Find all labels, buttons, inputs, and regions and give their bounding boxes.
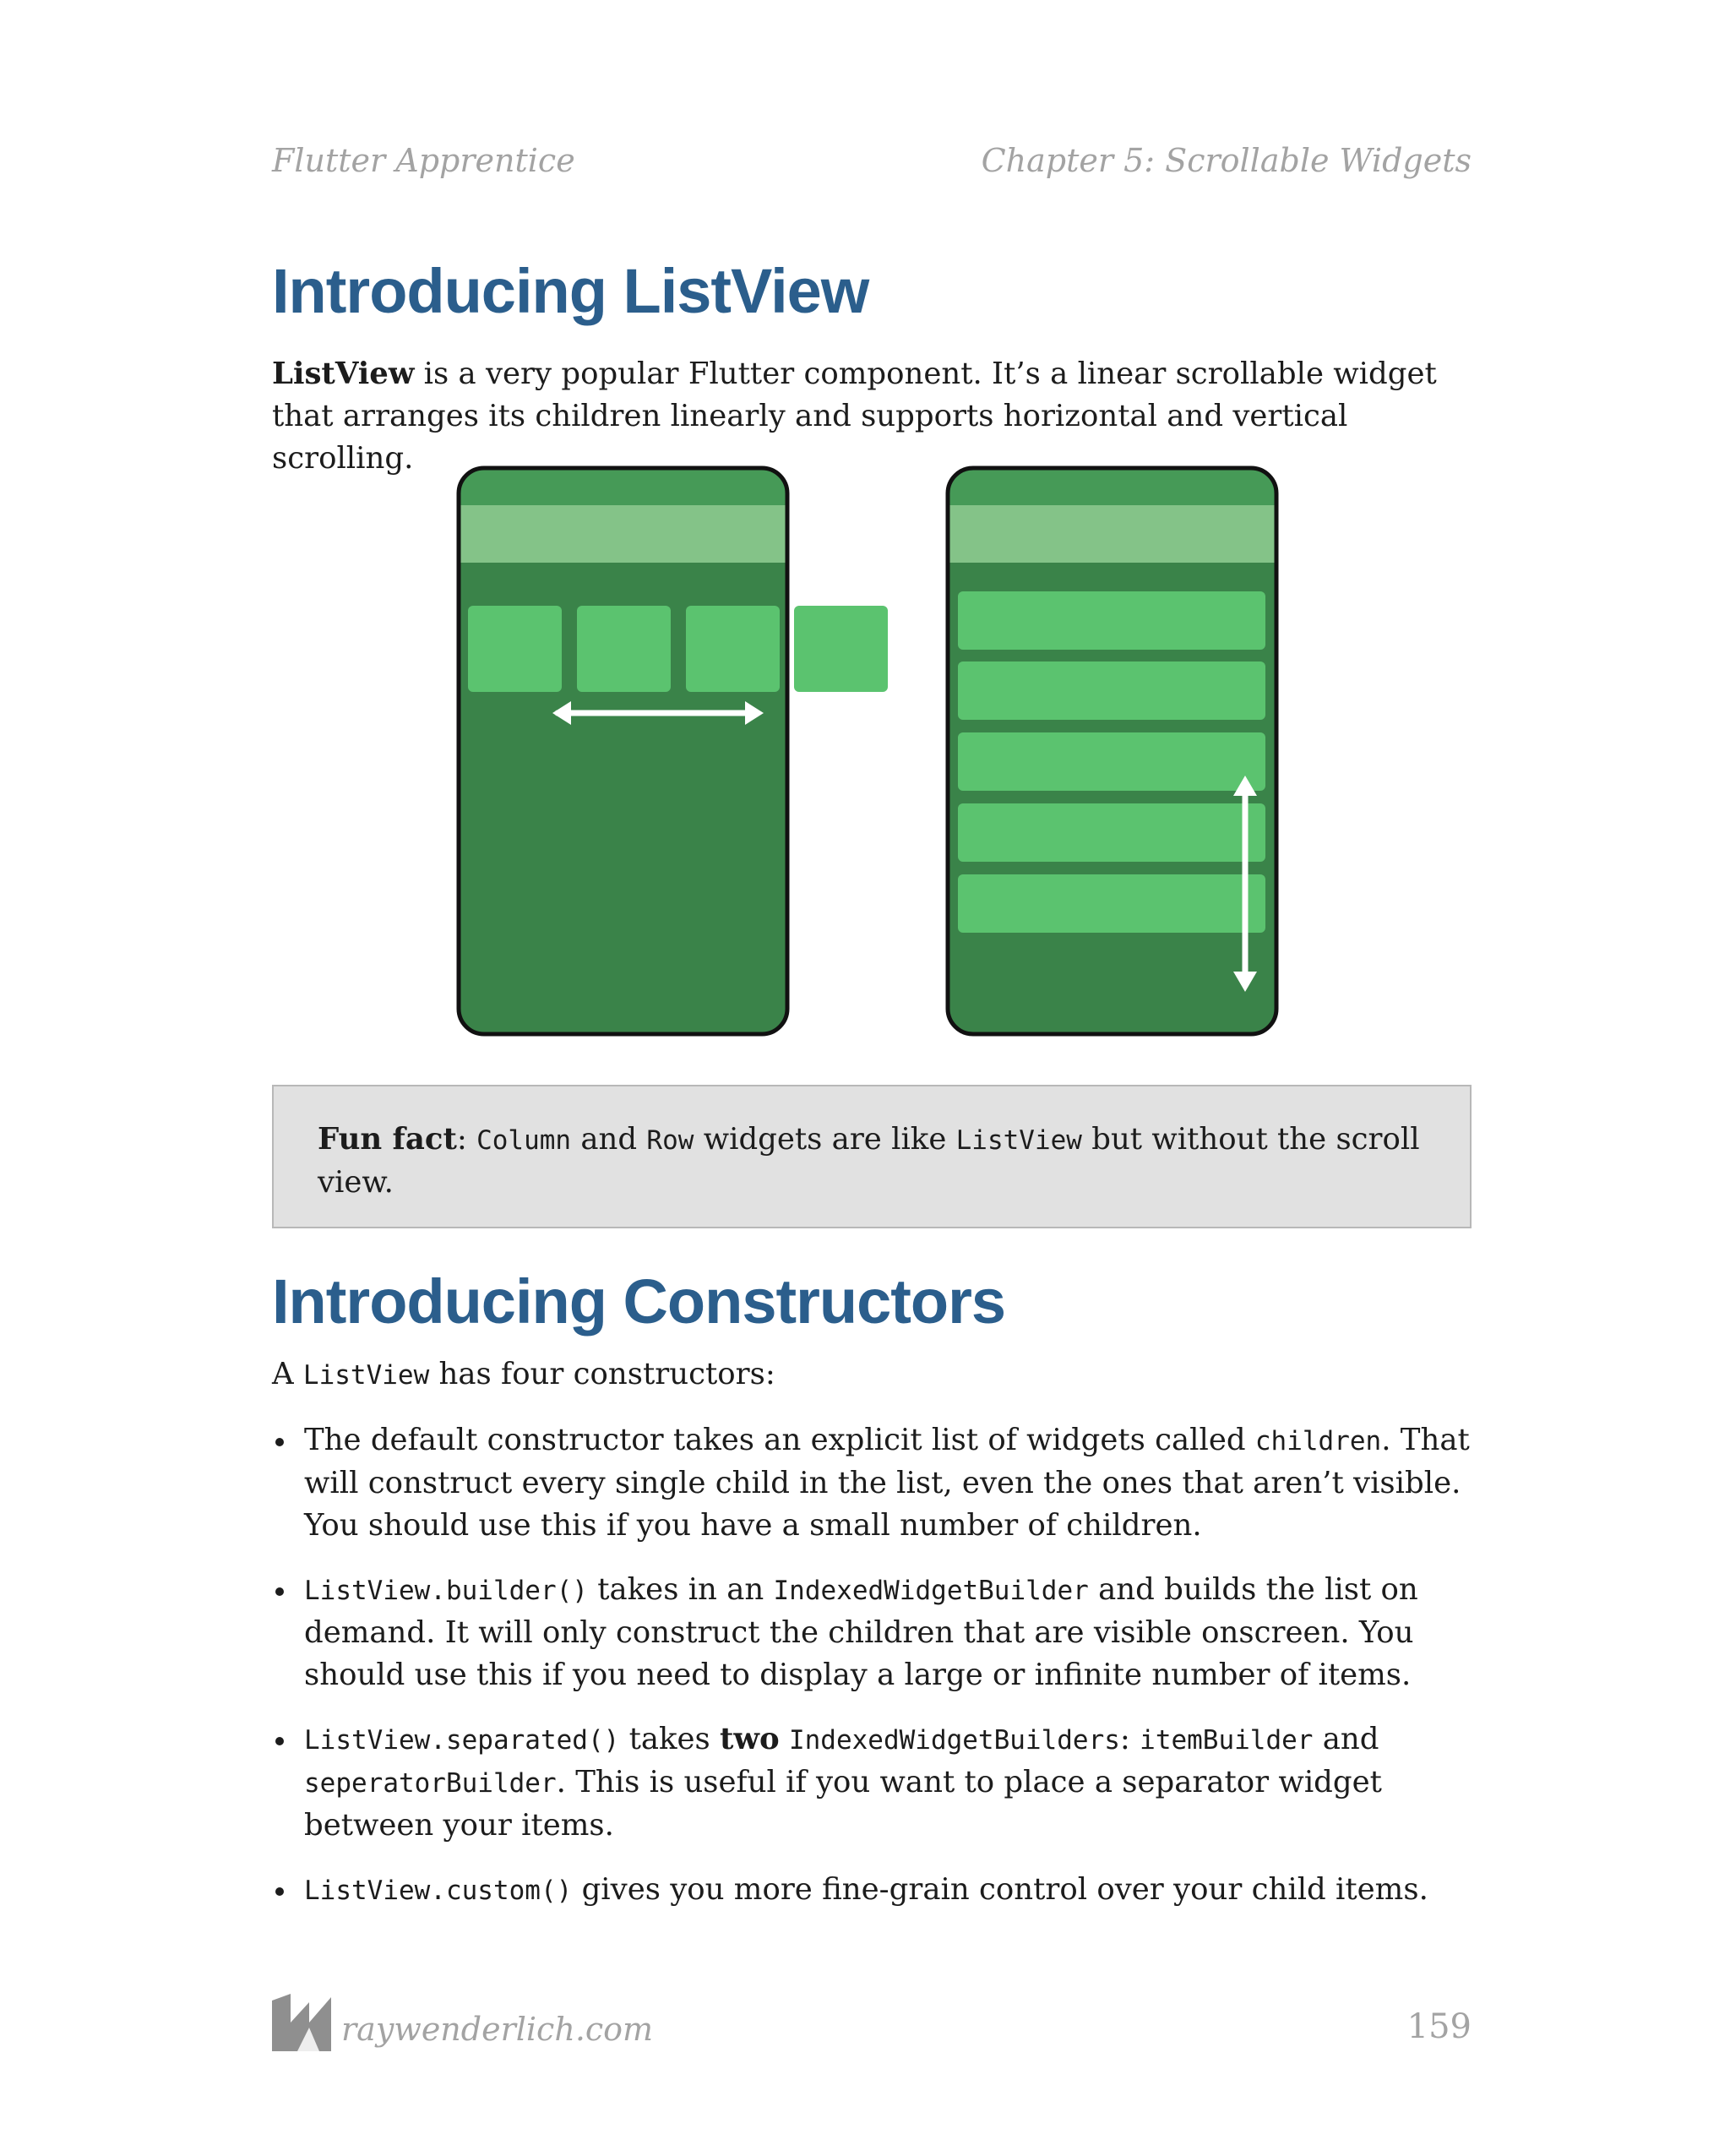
- fun-fact-box: [272, 1085, 1472, 1228]
- fun-fact-colon: :: [456, 1122, 477, 1157]
- bullet-text: gives you more fine-grain control over your child items.: [572, 1872, 1428, 1907]
- code-listview-custom: ListView.custom(): [304, 1876, 573, 1906]
- list-item-builder-constructor: [272, 1569, 1472, 1696]
- bullet-text: . This is useful if you want to place a separator widget between your items.: [304, 1765, 1382, 1843]
- list-item-vertical: [958, 732, 1265, 791]
- list-item-horizontal: [577, 606, 671, 692]
- phone-top-bar: [459, 468, 787, 505]
- intro-prefix: A: [272, 1357, 303, 1391]
- bullet-text: . That will construct every single child in the list, even the ones that aren’t visible. You should use this if you have a small number of children.: [304, 1423, 1470, 1543]
- horizontal-listview-phone: [459, 468, 888, 1034]
- code-listview-builder: ListView.builder(): [304, 1576, 588, 1606]
- code-listview: ListView: [302, 1360, 430, 1391]
- list-item-horizontal: [468, 606, 562, 692]
- list-item-vertical: [958, 662, 1265, 720]
- running-header-book-title: Flutter Apprentice: [272, 142, 575, 179]
- constructors-list: [272, 1419, 1472, 1934]
- code-listview: ListView: [955, 1125, 1082, 1156]
- fun-fact-label: Fun fact: [318, 1122, 457, 1157]
- list-item-horizontal: [686, 606, 780, 692]
- code-item-builder: itemBuilder: [1140, 1725, 1314, 1756]
- listview-scroll-illustration: [448, 463, 912, 1046]
- bullet-text: takes: [619, 1722, 721, 1756]
- list-item-default-constructor: [272, 1419, 1472, 1547]
- intro-text: is a very popular Flutter component. It’s a linear scrollable widget that arranges its children linearly and supports horizontal and vertical scrolling.: [272, 357, 1437, 476]
- list-item-vertical: [958, 591, 1265, 650]
- list-item-vertical: [958, 874, 1265, 933]
- code-seperator-builder: seperatorBuilder: [304, 1768, 557, 1799]
- list-item-offscreen: [794, 606, 888, 692]
- page-number: 159: [1406, 2007, 1472, 2046]
- intro-bold-term: ListView: [272, 357, 415, 391]
- list-item-custom-constructor: [272, 1869, 1472, 1912]
- bullet-text: and: [1313, 1722, 1379, 1756]
- code-indexed-widget-builders: IndexedWidgetBuilders: [788, 1725, 1120, 1756]
- bullet-text: The default constructor takes an explicit list of widgets called: [304, 1423, 1255, 1457]
- vertical-listview-illustration: [938, 463, 1292, 1046]
- code-indexed-widget-builder: IndexedWidgetBuilder: [773, 1576, 1089, 1606]
- fun-fact-text: widgets are like: [694, 1122, 956, 1157]
- footer-site-link[interactable]: raywenderlich.com: [341, 2011, 654, 2048]
- fun-fact-text: but without the scroll view.: [318, 1122, 1420, 1200]
- section-heading-listview: Introducing ListView: [272, 256, 869, 326]
- code-row: Row: [646, 1125, 694, 1156]
- code-children: children: [1254, 1426, 1382, 1456]
- list-item-separated-constructor: [272, 1718, 1472, 1847]
- section-heading-constructors: Introducing Constructors: [272, 1266, 1006, 1337]
- app-bar: [949, 505, 1275, 563]
- bullet-text: takes in an: [587, 1572, 774, 1607]
- app-bar: [460, 505, 786, 563]
- bullet-text: [780, 1722, 789, 1756]
- phone-top-bar: [948, 468, 1276, 505]
- code-listview-separated: ListView.separated(): [304, 1725, 620, 1756]
- intro-suffix: has four constructors:: [429, 1357, 775, 1391]
- running-header-chapter-title: Chapter 5: Scrollable Widgets: [981, 142, 1472, 179]
- bullet-text: and builds the list on demand. It will only construct the children that are visible onscreen. You should use this if you need to display a large or infinite number of items.: [304, 1572, 1418, 1692]
- raywenderlich-logo-icon: [272, 1994, 331, 2051]
- bold-two: two: [720, 1722, 780, 1756]
- fun-fact-text: and: [571, 1122, 647, 1157]
- intro-paragraph: [272, 353, 1472, 480]
- constructors-intro: [272, 1353, 1472, 1396]
- list-item-vertical: [958, 803, 1265, 862]
- bullet-text: :: [1119, 1722, 1140, 1756]
- code-column: Column: [476, 1125, 572, 1156]
